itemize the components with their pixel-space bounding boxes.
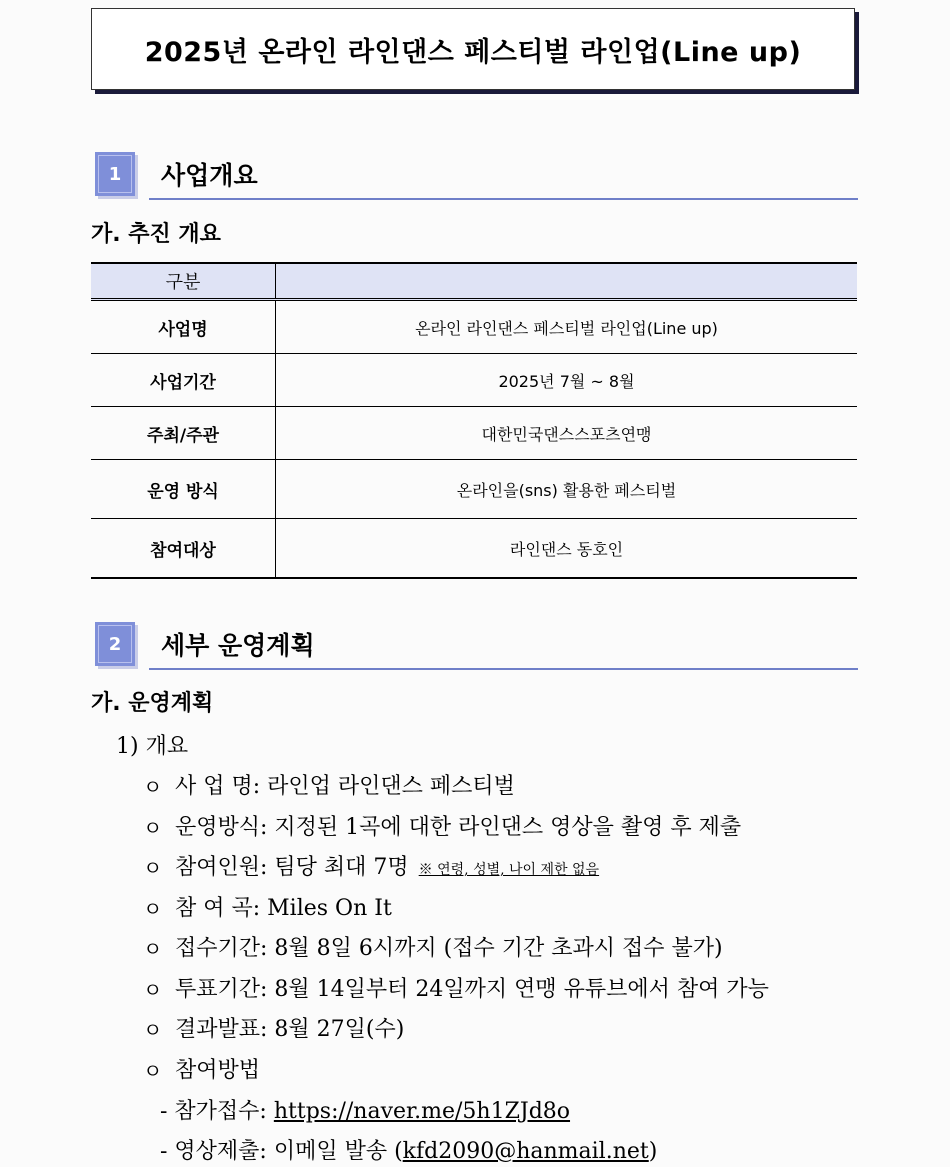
section-title: 세부 운영계획 — [161, 631, 315, 660]
table-row — [91, 460, 857, 519]
table-key-cell: 참여대상 — [91, 519, 276, 579]
table-key-cell: 주최/주관 — [91, 407, 276, 460]
bullet-marker: ㅇ — [143, 978, 163, 1002]
section-number-badge: 1 — [95, 152, 135, 196]
bullet-marker: ㅇ — [143, 1018, 163, 1042]
list-item: 참여방법 — [175, 1058, 261, 1083]
section-rule — [149, 198, 858, 200]
table-row — [91, 407, 857, 460]
list-item: 참 여 곡: Miles On It — [175, 896, 392, 921]
section-rule — [149, 668, 858, 670]
overview-table — [91, 262, 857, 579]
list-item: 결과발표: 8월 27일(수) — [175, 1017, 405, 1042]
table-key-cell: 운영 방식 — [91, 460, 276, 519]
table-row — [91, 300, 857, 354]
table-key-cell: 사업기간 — [91, 354, 276, 407]
section-number-badge: 2 — [95, 622, 135, 666]
list-item: 접수기간: 8월 8일 6시까지 (접수 기간 초과시 접수 불가) — [175, 936, 723, 961]
sub-item-registration — [160, 1094, 570, 1125]
table-header-empty-cell — [276, 263, 858, 300]
table-value-cell: 대한민국댄스스포츠연맹 — [276, 407, 858, 460]
table-value-cell: 2025년 7월 ~ 8월 — [276, 354, 858, 407]
list-item-text: 참여인원: 팀당 최대 7명 — [175, 855, 409, 880]
list-item: 사 업 명: 라인업 라인댄스 페스티벌 — [175, 774, 515, 799]
section-title: 사업개요 — [161, 161, 258, 190]
document-title: 2025년 온라인 라인댄스 페스티벌 라인업(Line up) — [144, 36, 802, 68]
registration-link[interactable]: https://naver.me/5h1ZJd8o — [273, 1099, 571, 1124]
table-header-row — [91, 263, 857, 300]
table-value-cell: 온라인 라인댄스 페스티벌 라인업(Line up) — [276, 300, 858, 354]
sub-item-suffix: ) — [648, 1139, 658, 1164]
sub-item-label: - 참가접수: — [160, 1099, 274, 1124]
table-row — [91, 519, 857, 579]
participants-note: ※ 연령, 성별, 나이 제한 없음 — [418, 862, 600, 878]
list-item: 운영방식: 지정된 1곡에 대한 라인댄스 영상을 촬영 후 제출 — [175, 815, 742, 840]
bullet-marker: ㅇ — [143, 856, 163, 880]
list-item: 투표기간: 8월 14일부터 24일까지 연맹 유튜브에서 참여 가능 — [175, 977, 769, 1002]
bullet-marker: ㅇ — [143, 775, 163, 799]
table-value-cell: 온라인을(sns) 활용한 페스티벌 — [276, 460, 858, 519]
bullet-marker: ㅇ — [143, 1059, 163, 1083]
table-value-cell: 라인댄스 동호인 — [276, 519, 858, 579]
email-link[interactable]: kfd2090@hanmail.net — [402, 1139, 649, 1164]
bullet-marker: ㅇ — [143, 937, 163, 961]
bullet-marker: ㅇ — [143, 816, 163, 840]
overview-title: 1) 개요 — [116, 734, 189, 759]
subheading: 가. 추진 개요 — [91, 222, 221, 247]
table-header-cell: 구분 — [91, 263, 276, 300]
subheading: 가. 운영계획 — [91, 691, 214, 716]
table-row — [91, 354, 857, 407]
document-title-box — [91, 8, 855, 90]
section-header-1 — [95, 152, 858, 200]
list-item-participants — [175, 850, 599, 881]
section-header-2 — [95, 622, 858, 670]
table-key-cell: 사업명 — [91, 300, 276, 354]
bullet-marker: ㅇ — [143, 897, 163, 921]
sub-item-video-submission — [160, 1134, 657, 1165]
sub-item-label: - 영상제출: 이메일 발송 ( — [160, 1139, 403, 1164]
